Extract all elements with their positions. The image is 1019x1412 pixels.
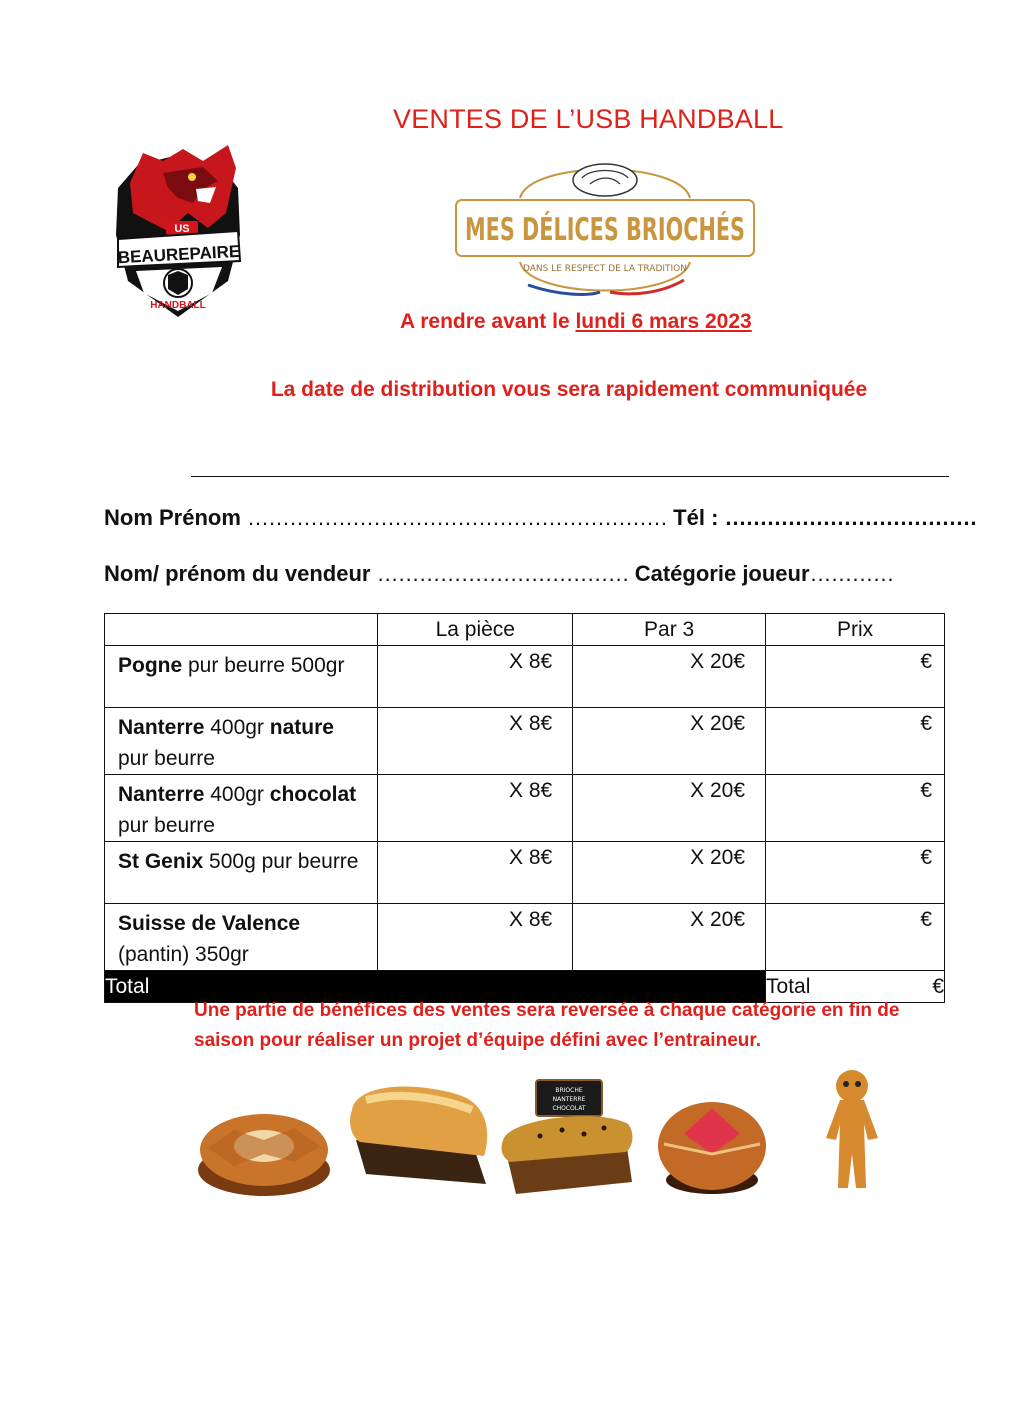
product-name <box>105 708 378 775</box>
product-p1_bold: Suisse de Valence <box>118 912 301 935</box>
product-p1_bold: St Genix <box>118 850 204 873</box>
price-cell[interactable] <box>766 708 945 775</box>
table-row <box>105 904 945 971</box>
product-name <box>105 904 378 971</box>
unit-price: X 8€ <box>508 846 553 869</box>
table-header-row <box>105 614 945 646</box>
product-p4: pur beurre <box>118 747 215 770</box>
three-price: X 20€ <box>690 908 746 931</box>
three-qty-cell[interactable] <box>573 646 766 708</box>
product-p3_bold: nature <box>269 716 334 739</box>
deadline-date: lundi 6 mars 2023 <box>575 310 752 333</box>
seller-label: Nom/ prénom du vendeur <box>104 561 371 586</box>
price-currency: € <box>920 846 932 869</box>
three-price: X 20€ <box>690 650 746 673</box>
svg-text:US: US <box>174 223 190 235</box>
unit-price: X 8€ <box>508 908 553 931</box>
product-name <box>105 775 378 842</box>
header-product <box>105 614 378 646</box>
header-price: Prix <box>766 614 945 646</box>
product-p3_bold: chocolat <box>269 783 357 806</box>
table-row <box>105 775 945 842</box>
category-label: Catégorie joueur <box>634 561 810 586</box>
total-label: Total <box>105 971 766 1003</box>
nanterre-chocolat-image <box>500 1078 638 1198</box>
product-p1_bold: Nanterre <box>118 716 205 739</box>
sign-line: BRIOCHE <box>555 1087 583 1094</box>
unit-price: X 8€ <box>508 712 553 735</box>
price-currency: € <box>920 650 932 673</box>
product-p2: 400gr <box>204 716 270 739</box>
svg-text:HANDBALL: HANDBALL <box>150 300 206 311</box>
nanterre-nature-image <box>346 1080 494 1190</box>
brioche-sign-text <box>552 1087 585 1112</box>
category-field[interactable]: ………… <box>809 561 894 586</box>
customer-fields <box>104 505 977 531</box>
total-currency: € <box>932 974 944 998</box>
product-p4: pur beurre <box>118 814 215 837</box>
product-p2: 500g pur beurre <box>203 850 359 873</box>
unit-qty-cell[interactable] <box>378 646 573 708</box>
name-label: Nom Prénom <box>104 505 241 530</box>
page-title: VENTES DE L’USB HANDBALL <box>393 104 784 134</box>
return-deadline <box>400 310 752 334</box>
pogne-image <box>194 1100 334 1200</box>
profit-sharing-note: Une partie de bénéfices des ventes sera reversée à chaque catégorie en fin de saison pour réaliser un projet d’équipe défini avec l’entraineur. <box>194 1000 900 1051</box>
price-cell[interactable] <box>766 775 945 842</box>
svg-text:DANS LE RESPECT DE LA TRADITIO: DANS LE RESPECT DE LA TRADITION <box>522 264 688 274</box>
price-currency: € <box>920 908 932 931</box>
price-cell[interactable] <box>766 842 945 904</box>
unit-qty-cell[interactable] <box>378 708 573 775</box>
product-name <box>105 646 378 708</box>
unit-qty-cell[interactable] <box>378 842 573 904</box>
product-p1_bold: Pogne <box>118 654 183 677</box>
product-name <box>105 842 378 904</box>
sign-line: NANTERRE <box>552 1096 586 1103</box>
table-row <box>105 842 945 904</box>
distribution-note: La date de distribution vous sera rapidement communiquée <box>270 378 868 401</box>
unit-price: X 8€ <box>508 779 553 802</box>
unit-price: X 8€ <box>508 650 553 673</box>
header-unit-price: La pièce <box>378 614 573 646</box>
table-row <box>105 646 945 708</box>
three-qty-cell[interactable] <box>573 842 766 904</box>
st-genix-image <box>654 1094 770 1198</box>
unit-qty-cell[interactable] <box>378 904 573 971</box>
three-qty-cell[interactable] <box>573 775 766 842</box>
product-p2: (pantin) 350gr <box>118 943 249 966</box>
three-qty-cell[interactable] <box>573 904 766 971</box>
sign-line: CHOCOLAT <box>552 1105 586 1112</box>
total-price-label: Total <box>766 974 811 998</box>
header-by-three: Par 3 <box>573 614 766 646</box>
three-price: X 20€ <box>690 712 746 735</box>
suisse-de-valence-image <box>818 1068 886 1196</box>
product-p2: pur beurre 500gr <box>182 654 345 677</box>
price-cell[interactable] <box>766 904 945 971</box>
name-field[interactable]: …………………………………………………… <box>247 505 668 530</box>
price-currency: € <box>920 779 932 802</box>
seller-fields <box>104 561 894 587</box>
svg-text:BEAUREPAIRE: BEAUREPAIRE <box>117 241 241 268</box>
unit-qty-cell[interactable] <box>378 775 573 842</box>
three-price: X 20€ <box>690 779 746 802</box>
price-cell[interactable] <box>766 646 945 708</box>
product-p1_bold: Nanterre <box>118 783 205 806</box>
order-table <box>104 613 945 1003</box>
tel-field[interactable]: ……………………………… <box>724 505 977 530</box>
separator-line <box>191 476 949 477</box>
price-currency: € <box>920 712 932 735</box>
seller-field[interactable]: ……………………………… <box>376 561 629 586</box>
deadline-prefix: A rendre avant le <box>400 310 576 333</box>
svg-text:MES DÉLICES BRIOCHÉS: MES DÉLICES BRIOCHÉS <box>465 212 745 248</box>
usb-handball-logo <box>108 143 248 321</box>
mes-delices-brioches-logo <box>450 150 760 300</box>
tel-label: Tél : <box>673 505 719 530</box>
three-qty-cell[interactable] <box>573 708 766 775</box>
table-row <box>105 708 945 775</box>
product-p2: 400gr <box>204 783 270 806</box>
three-price: X 20€ <box>690 846 746 869</box>
